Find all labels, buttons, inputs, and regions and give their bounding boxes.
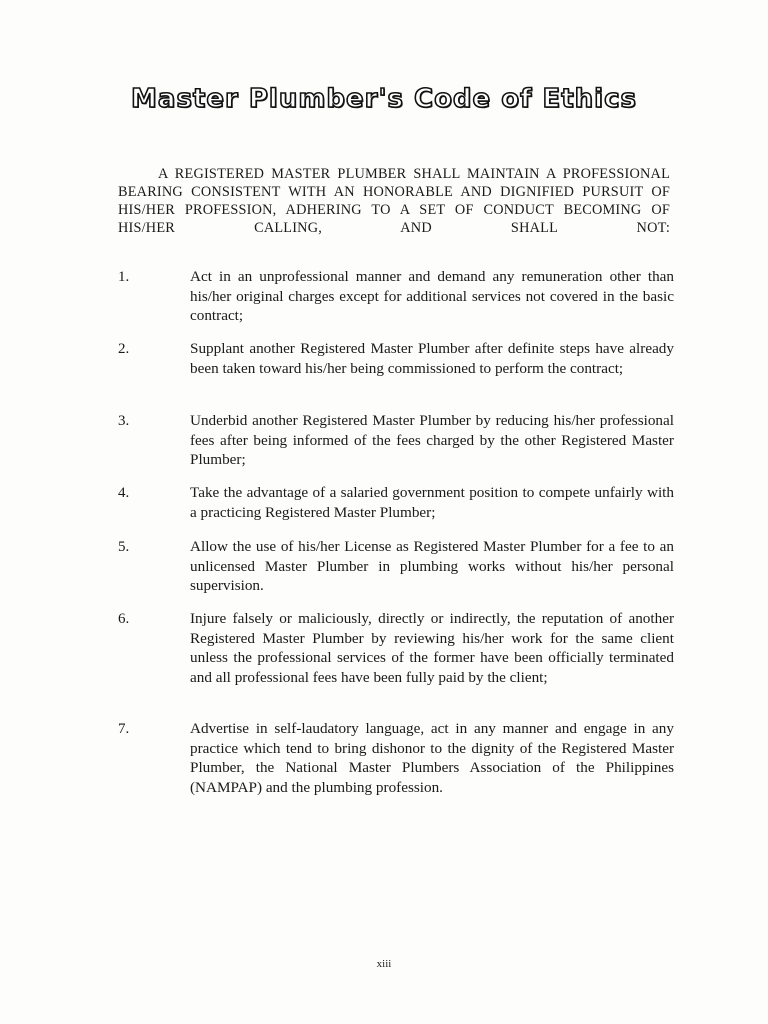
item-text: Injure falsely or maliciously, directly or indirectly, the reputation of another Registered Master Plumber by reviewing his/her work for the same client unless the professional services of the former have been officially terminated and all professional fees have been fully paid by the client; — [190, 610, 674, 686]
list-item — [118, 267, 674, 339]
item-number: 5. — [118, 539, 130, 555]
item-number: 6. — [118, 611, 130, 627]
list-item — [118, 537, 674, 609]
intro-paragraph: A REGISTERED MASTER PLUMBER SHALL MAINTAIN A PROFESSIONAL BEARING CONSISTENT WITH AN HONORABLE AND DIGNIFIED PURSUIT OF HIS/HER PROFESSION, ADHERING TO A SET OF CONDUCT BECOMING OF HIS/HER CALLING, AND SHALL NOT: — [118, 166, 670, 236]
list-item — [118, 483, 674, 537]
item-text: Underbid another Registered Master Plumber by reducing his/her professional fees after being informed of the fees charged by the other Registered Master Plumber; — [190, 412, 674, 468]
item-number: 4. — [118, 485, 130, 501]
item-text: Supplant another Registered Master Plumber after definite steps have already been taken toward his/her being commissioned to perform the contract; — [190, 340, 674, 377]
list-item — [118, 609, 674, 719]
page-number: xiii — [376, 958, 392, 970]
ethics-list — [118, 267, 674, 797]
page-title: Master Plumber's Code of Ethics — [131, 84, 637, 114]
item-number: 7. — [118, 721, 130, 737]
item-text: Act in an unprofessional manner and demand any remuneration other than his/her original charges except for additional services not covered in the basic contract; — [190, 268, 674, 324]
list-item — [118, 719, 674, 797]
list-item — [118, 411, 674, 483]
item-text: Advertise in self-laudatory language, act in any manner and engage in any practice which tend to bring dishonor to the dignity of the Registered Master Plumber, the National Master Plumbers Association of the Philippines (NAMPAP) and the plumbing profession. — [190, 720, 674, 796]
item-text: Allow the use of his/her License as Registered Master Plumber for a fee to an unlicensed Master Plumber in plumbing works without his/her personal supervision. — [190, 538, 674, 594]
list-item — [118, 339, 674, 411]
item-number: 1. — [118, 269, 130, 285]
item-number: 2. — [118, 341, 130, 357]
item-text: Take the advantage of a salaried government position to compete unfairly with a practicing Registered Master Plumber; — [190, 484, 674, 521]
item-number: 3. — [118, 413, 130, 429]
